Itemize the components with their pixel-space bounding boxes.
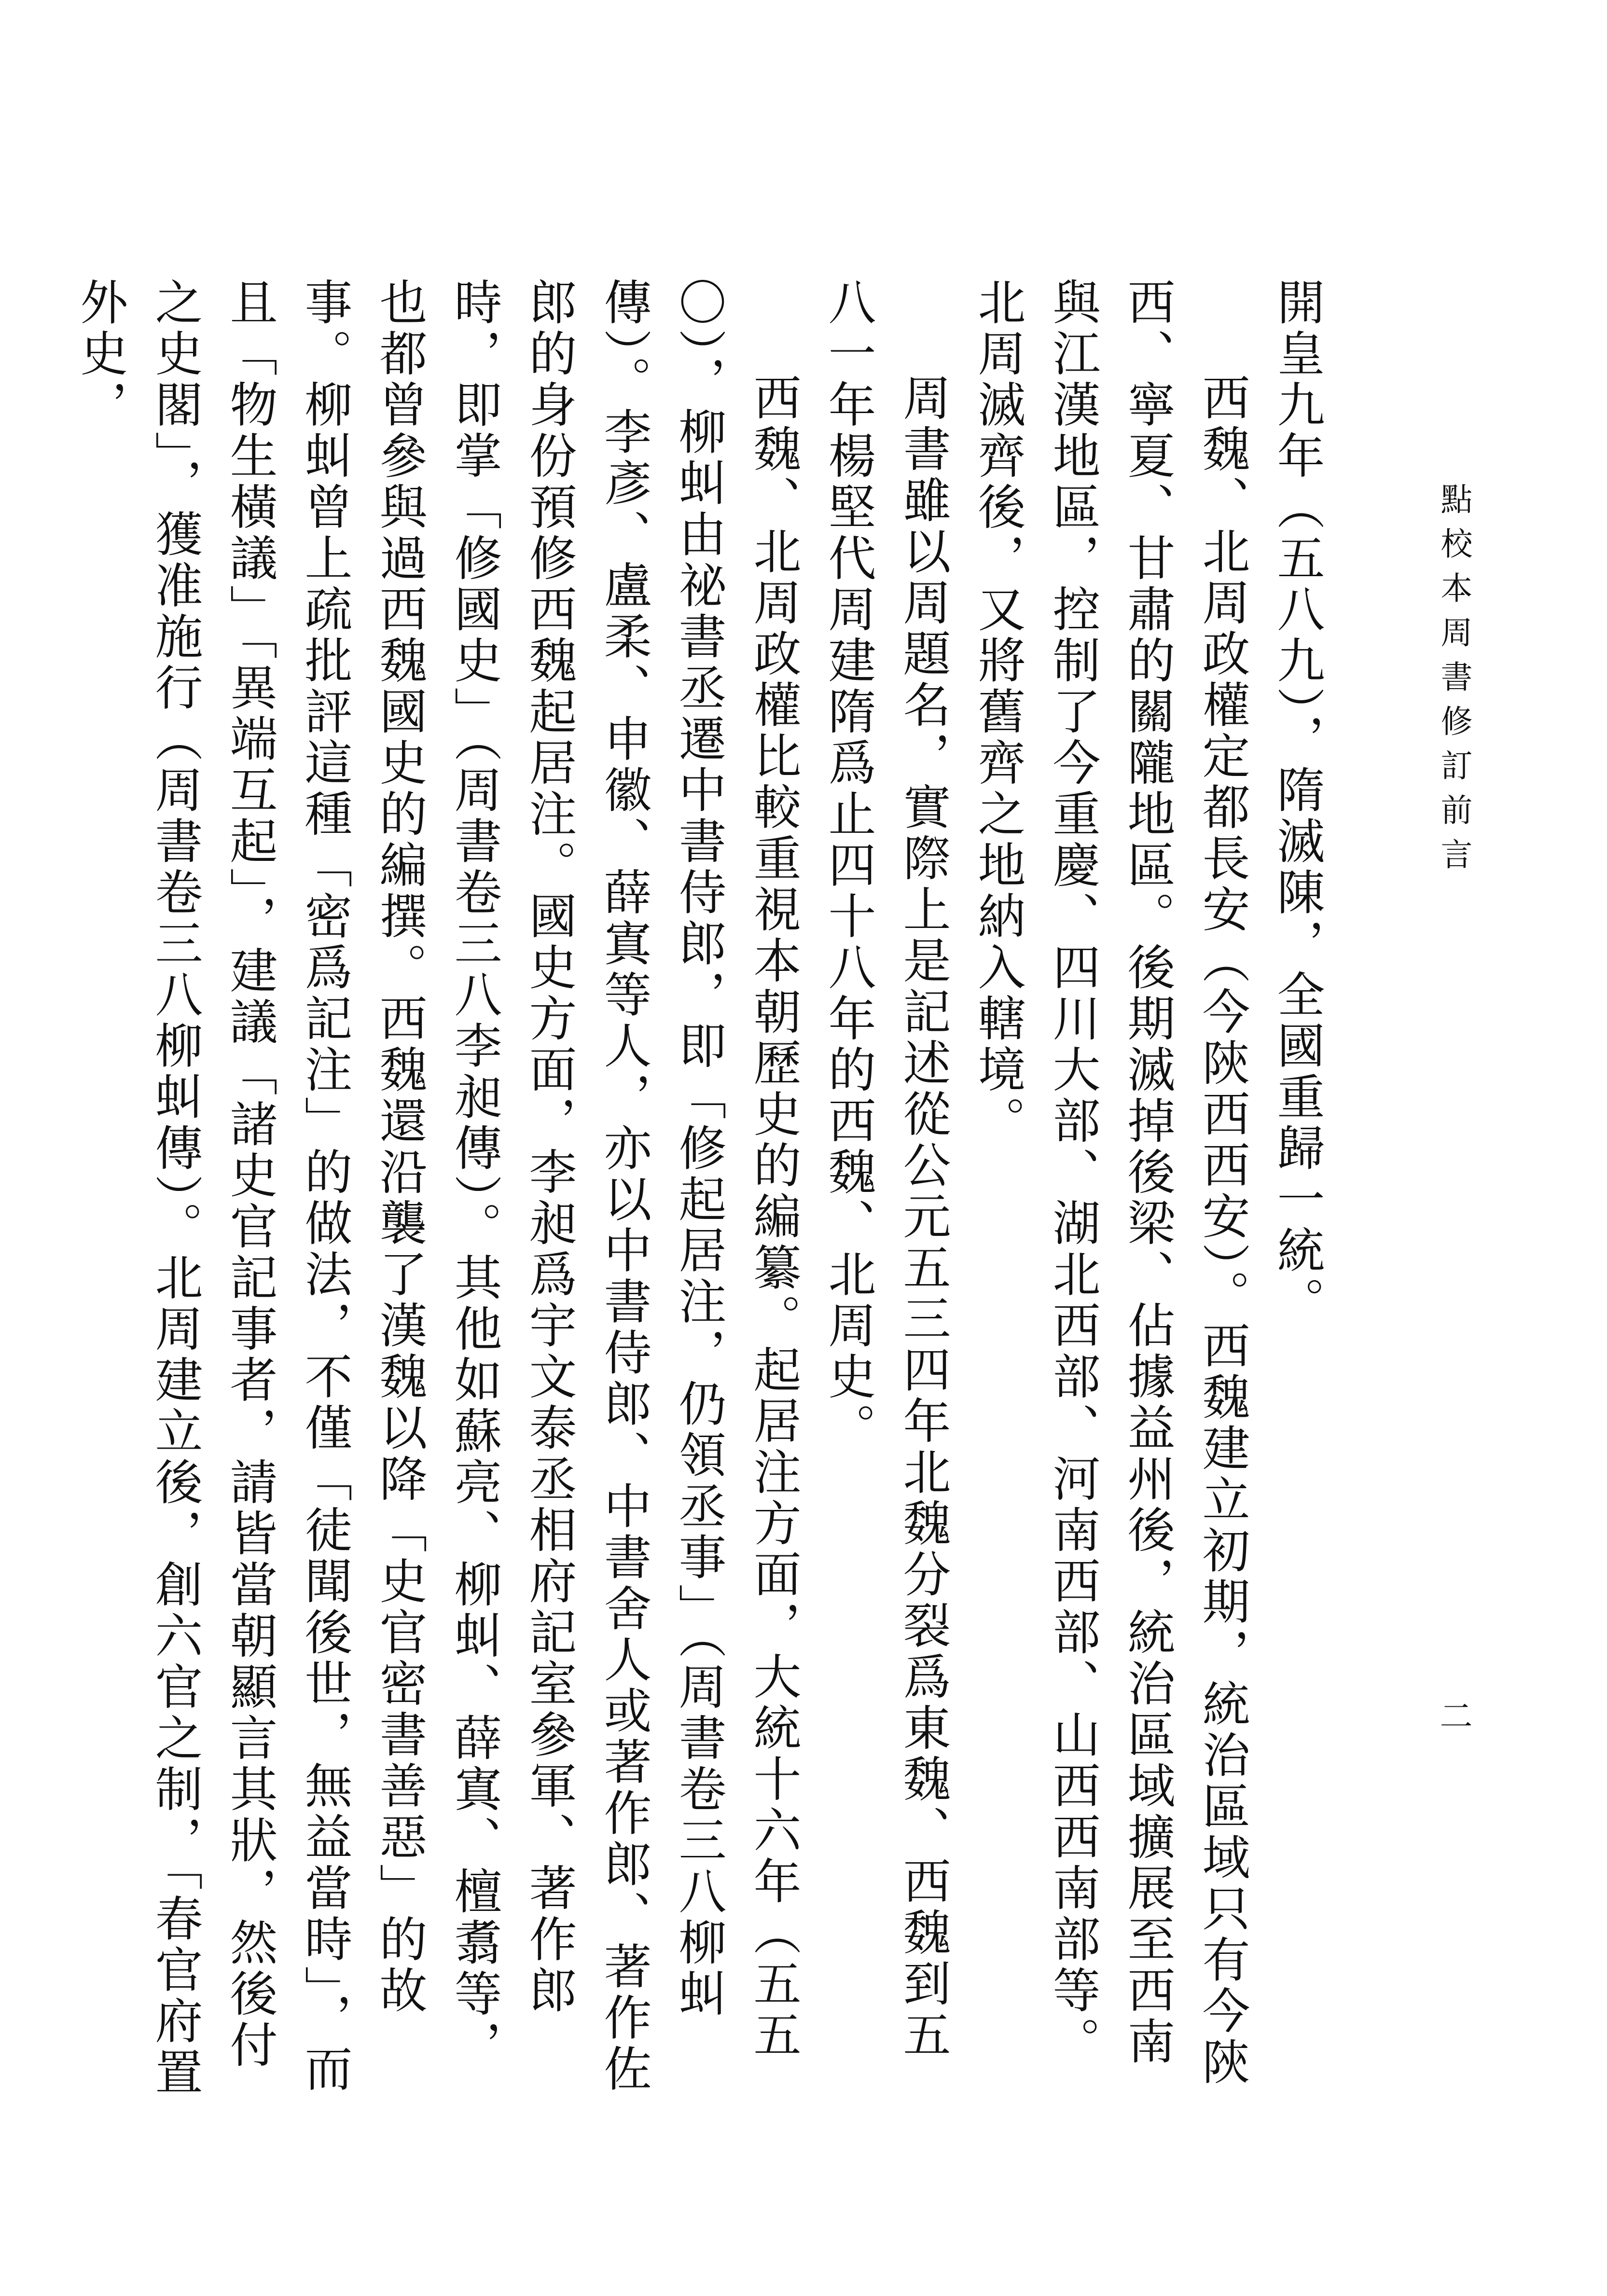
paragraph-continuation: 開皇九年（五八九），隋滅陳，全國重歸一統。 bbox=[1269, 277, 1325, 1328]
paragraph-scope: 周書雖以周題名，實際上是記述從公元五三四年北魏分裂爲東魏、西魏到五八一年楊堅代周建隋爲止四十八年的西魏、北周史。 bbox=[820, 277, 951, 2061]
body-text bbox=[72, 277, 1334, 2111]
paragraph-territory: 西魏、北周政權定都長安（今陝西西安）。西魏建立初期，統治區域只有今陝西、寧夏、甘肅的關隴地區。後期滅掉後梁、佔據益州後，統治區域擴展至西南與江漢地區，控制了今重慶、四川大部、湖北西部、河南西部、山西西南部等。北周滅齊後，又將舊齊之地納入轄境。 bbox=[970, 277, 1250, 2089]
paragraph-historiography: 西魏、北周政權比較重視本朝歷史的編纂。起居注方面，大統十六年（五五〇），柳虯由祕書丞遷中書侍郎，即「修起居注，仍領丞事」（周書卷三八柳虯傳）。李彥、盧柔、申徽、薛寘等人，亦以中書侍郎、中書舍人或著作郎、著作佐郎的身份預修西魏起居注。國史方面，李昶爲宇文泰丞相府記室參軍、著作郎時，即掌「修國史」（周書卷三八李昶傳）。其他如蘇亮、柳虯、薛寘、檀翥等，也都曾參與過西魏國史的編撰。西魏還沿襲了漢魏以降「史官密書善惡」的故事。柳虯曾上疏批評這種「密爲記注」的做法，不僅「徒聞後世，無益當時」，而且「物生橫議」「異端互起」，建議「諸史官記事者，請皆當朝顯言其狀，然後付之史閣」，獲准施行（周書卷三八柳虯傳）。北周建立後，創六官之制，「春官府置外史， bbox=[72, 277, 801, 2099]
running-header: 點校本周書修訂前言 bbox=[1435, 483, 1472, 882]
page-number: 二 bbox=[1434, 1699, 1472, 1731]
